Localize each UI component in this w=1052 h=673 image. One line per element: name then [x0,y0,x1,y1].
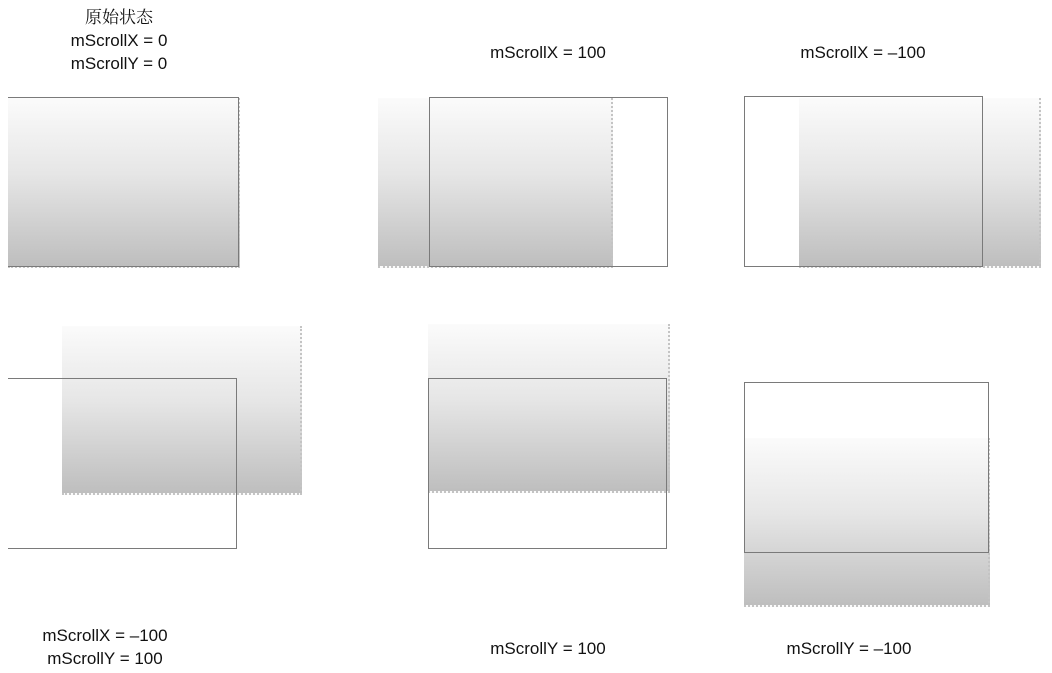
scroll-y-pos-text: mScrollY = 100 [490,639,606,658]
scroll-x-pos-label [473,41,623,64]
scroll-xy-x-text: mScrollX = –100 [42,626,168,645]
scroll-y-neg-view [744,382,989,553]
scroll-xy-view [8,378,237,549]
scroll-y-neg-text: mScrollY = –100 [786,639,912,658]
scroll-x-neg-view [744,96,983,267]
original-title: 原始状态 [85,8,153,27]
scroll-x-pos-text: mScrollX = 100 [490,43,606,62]
original-view [8,97,239,267]
scroll-y-neg-label [774,637,924,660]
scroll-xy-y-text: mScrollY = 100 [47,649,163,668]
original-label [44,6,194,75]
scroll-y-pos-view [428,378,667,549]
scroll-x-pos-view [429,97,668,267]
scroll-x-neg-text: mScrollX = –100 [800,43,926,62]
scroll-y-pos-label [473,637,623,660]
scroll-x-neg-label [788,41,938,64]
scroll-xy-label [30,624,180,670]
original-scroll-x: mScrollX = 0 [70,31,168,50]
original-scroll-y: mScrollY = 0 [70,54,168,73]
